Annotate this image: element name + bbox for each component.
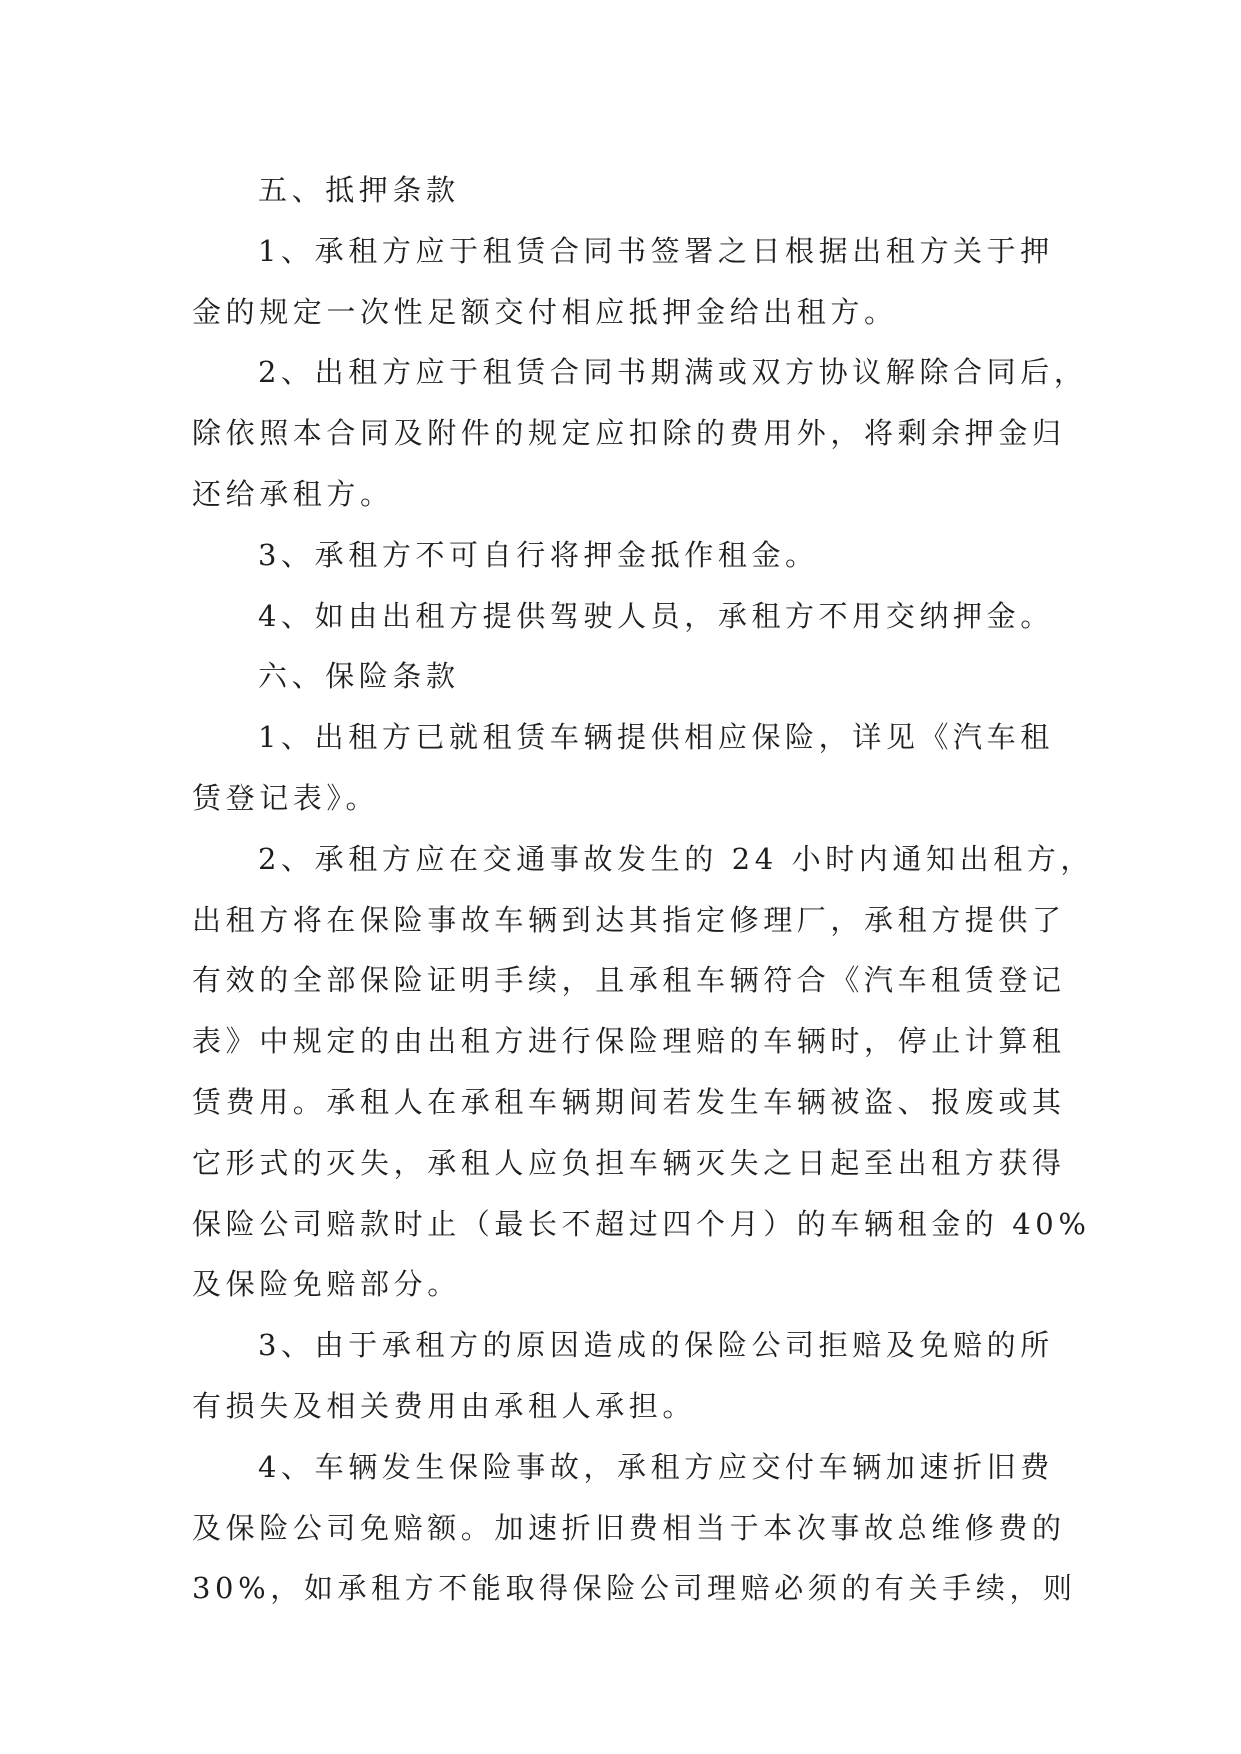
document-text-line: 及保险公司免赔额。加速折旧费相当于本次事故总维修费的 xyxy=(192,1510,1066,1545)
document-body xyxy=(192,160,1094,1619)
document-text-line: 赁费用。承租人在承租车辆期间若发生车辆被盗、报废或其 xyxy=(192,1084,1066,1119)
document-text-line: 保险公司赔款时止（最长不超过四个月）的车辆租金的 40% xyxy=(192,1206,1091,1241)
document-text-line: 除依照本合同及附件的规定应扣除的费用外，将剩余押金归 xyxy=(192,416,1066,451)
document-text-line: 五、抵押条款 xyxy=(258,173,460,207)
document-text-line: 有效的全部保险证明手续，且承租车辆符合《汽车租赁登记 xyxy=(192,963,1066,998)
document-text-line: 4、车辆发生保险事故，承租方应交付车辆加速折旧费 xyxy=(258,1449,1054,1484)
document-text-line: 1、出租方已就租赁车辆提供相应保险，详见《汽车租 xyxy=(258,720,1054,755)
document-text-line: 2、出租方应于租赁合同书期满或双方协议解除合同后， xyxy=(258,355,1088,390)
document-text-line: 3、承租方不可自行将押金抵作租金。 xyxy=(258,537,819,572)
document-text-line: 表》中规定的由出租方进行保险理赔的车辆时，停止计算租 xyxy=(192,1024,1066,1059)
document-text-line: 及保险免赔部分。 xyxy=(192,1267,461,1302)
document-text-line: 金的规定一次性足额交付相应抵押金给出租方。 xyxy=(192,294,898,329)
document-text-line: 30%，如承租方不能取得保险公司理赔必须的有关手续，则 xyxy=(192,1571,1077,1606)
document-text-line: 还给承租方。 xyxy=(192,476,394,511)
document-text-line: 六、保险条款 xyxy=(258,659,460,694)
document-text-line: 有损失及相关费用由承租人承担。 xyxy=(192,1388,697,1423)
document-text-line: 4、如由出租方提供驾驶人员，承租方不用交纳押金。 xyxy=(258,598,1054,633)
document-text-line: 它形式的灭失，承租人应负担车辆灭失之日起至出租方获得 xyxy=(192,1145,1066,1180)
document-text-line: 赁登记表》。 xyxy=(192,780,380,815)
document-text-line: 出租方将在保险事故车辆到达其指定修理厂，承租方提供了 xyxy=(192,902,1066,937)
document-text-line: 1、承租方应于租赁合同书签署之日根据出租方关于押 xyxy=(258,233,1054,268)
document-text-line: 2、承租方应在交通事故发生的 24 小时内通知出租方， xyxy=(258,841,1094,876)
document-text-line: 3、由于承租方的原因造成的保险公司拒赔及免赔的所 xyxy=(258,1328,1054,1363)
